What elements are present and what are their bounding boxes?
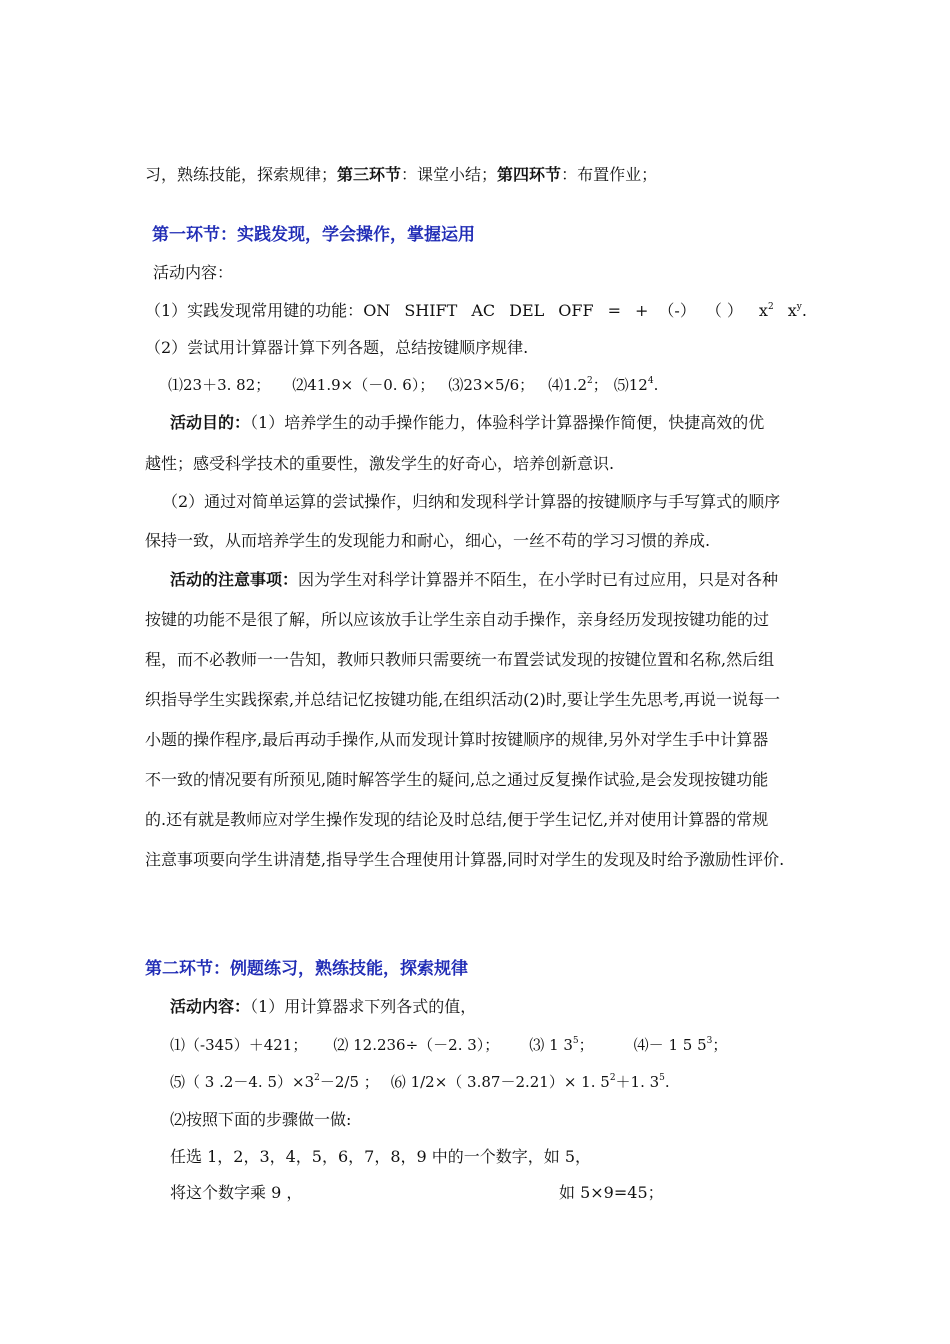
purpose-line-1: 活动目的：（1）培养学生的动手操作能力，体验科学计算器操作简便，快捷高效的优 [170,413,765,432]
key-equals: = [607,301,621,320]
step-title: ⑵按照下面的步骤做一做: [170,1110,352,1129]
section-label-3: 第三环节 [337,165,402,184]
key-on: ON [363,301,391,320]
exercise-5: $⑸12^4$. [613,376,659,394]
key-shift: SHIFT [404,301,458,320]
section2-heading: 第二环节：例题练习，熟练技能，探索规律 [145,959,468,979]
exercise-4: $⑷1.2^2$； [548,376,608,394]
exercise-4: ⑷－ 1 5 $5^3$； [633,1036,728,1054]
intro-text: 习，熟练技能，探索规律； [145,165,338,184]
notes-line: 注意事项要向学生讲清楚,指导学生合理使用计算器,同时对学生的发现及时给予激励性评价. [145,850,785,869]
exercise-6: ⑹ 1/2×（ 3.87－2.21）× 1. $5^2+1$. $3^5$. [390,1073,670,1091]
notes-line-1: 活动的注意事项：因为学生对科学计算器并不陌生，在小学时已有过应用，只是对各种 [170,570,779,589]
exercise-2: ⑵ 12.236÷（－2. 3）； [333,1036,500,1054]
notes-label: 活动的注意事项： [170,570,299,589]
purpose-line-4: 保持一致，从而培养学生的发现能力和耐心，细心，一丝不苟的学习习惯的养成. [145,531,711,550]
activity-label: 活动内容： [170,997,251,1016]
exercise-1: ⑴23＋3. 82； [168,376,271,394]
notes-line: 程，而不必教师一一告知，教师只教师只需要统一布置尝试发现的按键位置和名称,然后组 [145,650,775,669]
purpose-label: 活动目的： [170,413,251,432]
key-ac: AC [471,301,496,320]
intro-text: ：课堂小结； [401,165,498,184]
section2-activity: 活动内容：（1）用计算器求下列各式的值， [170,997,477,1016]
item2-text: （2）尝试用计算器计算下列各题，总结按键顺序规律. [145,338,529,357]
notes-line: 按键的功能不是很了解，所以应该放手让学生亲自动手操作，亲身经历发现按键功能的过 [145,610,770,629]
notes-line: 的.还有就是教师应对学生操作发现的结论及时总结,便于学生记忆,并对使用计算器的常规 [145,810,769,829]
exercise-5: ⑸（ 3 .2－4. $5)\times 3^2-2/5$ ； [170,1073,379,1091]
keys-line: （1）实践发现常用键的功能：ON SHIFT AC DEL OFF = + （-） （ ） $x^2$ $x^y$. [145,301,807,320]
purpose-line-2: 越性；感受科学技术的重要性，激发学生的好奇心，培养创新意识. [145,454,615,473]
step-2-left: 将这个数字乘 9 ， [170,1183,303,1202]
key-plus: + [635,301,649,320]
step-2-right: 如 5×9=45； [559,1183,664,1202]
exercises-line-1 [168,375,658,395]
notes-line: 织指导学生实践探索,并总结记忆按键功能,在组织活动(2)时,要让学生先思考,再说一说每一 [145,690,781,709]
step-1: 任选 1，2，3，4，5，6，7，8，9 中的一个数字，如 5， [170,1147,592,1166]
key-negative: （-） [658,301,696,320]
key-power: $x^y$ [787,301,802,320]
purpose-line-3: （2）通过对简单运算的尝试操作，归纳和发现科学计算器的按键顺序与手写算式的顺序 [162,492,781,511]
key-square: $x^2$ [758,301,774,320]
notes-line: 小题的操作程序,最后再动手操作,从而发现计算时按键顺序的规律,另外对学生手中计算器 [145,730,769,749]
section1-heading: 第一环节：实践发现，学会操作，掌握运用 [152,225,475,245]
intro-line [145,165,657,185]
exercises-line-3 [170,1072,670,1092]
exercise-1: ⑴（-345）＋421； [170,1036,308,1054]
key-del: DEL [509,301,545,320]
exercise-2: ⑵41.9×（－0. 6）； [292,376,435,394]
section-label-4: 第四环节 [497,165,562,184]
intro-text: ：布置作业； [561,165,658,184]
notes-line: 不一致的情况要有所预见,随时解答学生的疑问,总之通过反复操作试验,是会发现按键功能 [145,770,769,789]
activity-content-label: 活动内容： [153,263,234,282]
key-parentheses: （ ） [705,301,743,320]
keys-prefix: （1）实践发现常用键的功能： [145,301,364,320]
exercises-line-2 [170,1035,727,1055]
exercise-3: ⑶ 1 $3^5$； [529,1036,594,1054]
key-off: OFF [558,301,594,320]
exercise-3: ⑶23×5/6； [448,376,535,394]
